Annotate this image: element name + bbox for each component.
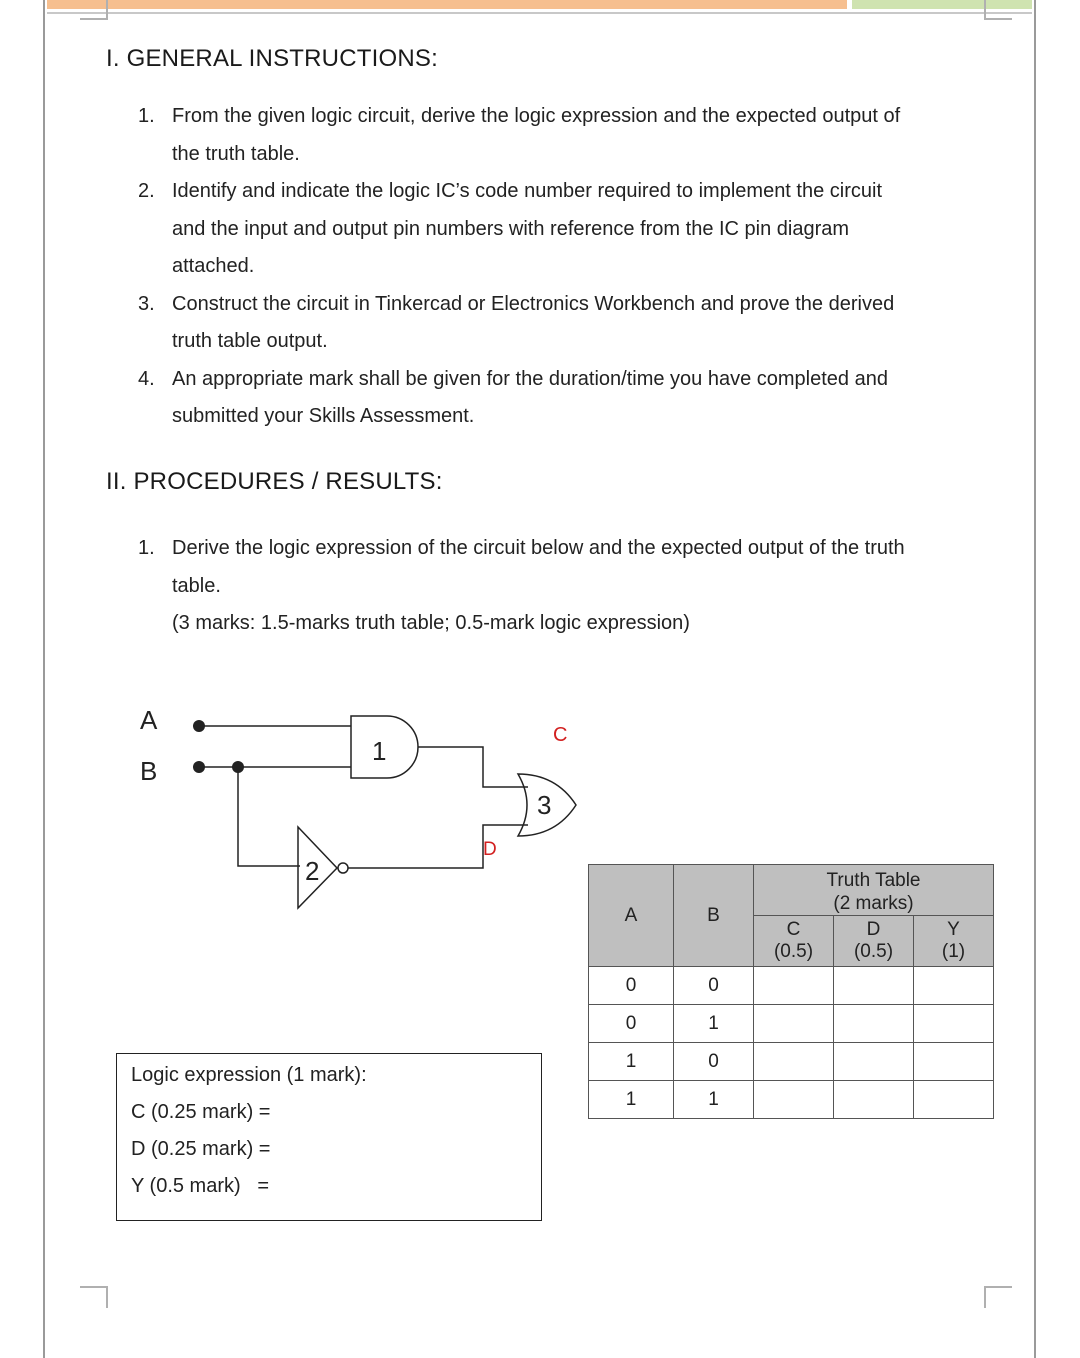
label-gate-2: 2 (305, 856, 320, 886)
cell-c (754, 1005, 834, 1043)
cell-y (914, 1081, 994, 1119)
list-item-line: Derive the logic expression of the circuit below and the expected output of the truth (172, 537, 905, 559)
cell-d (834, 1005, 914, 1043)
expression-c: C (0.25 mark) = (131, 1101, 271, 1123)
cell-c (754, 967, 834, 1005)
page-border-left (43, 0, 45, 1358)
table-row (589, 1043, 994, 1081)
col-header-y (914, 916, 994, 967)
procedures-list (138, 530, 982, 643)
truth-table-title-line: Truth Table (826, 870, 921, 891)
list-item (138, 286, 982, 361)
crop-mark-top-right (984, 0, 1012, 20)
col-header-a: A (589, 865, 674, 967)
terminal-b (193, 761, 205, 773)
list-item-line: submitted your Skills Assessment. (172, 405, 475, 427)
crop-mark-top-left (80, 0, 108, 20)
crop-mark-bottom-left (80, 1286, 108, 1308)
cell-c (754, 1043, 834, 1081)
label-c: C (553, 724, 568, 746)
list-item (138, 530, 982, 643)
cell-y (914, 1005, 994, 1043)
header-band-orange (47, 0, 847, 9)
cell-d (834, 1043, 914, 1081)
col-y-label: Y (947, 919, 960, 940)
general-instructions-list (138, 98, 982, 436)
wire-c (418, 747, 528, 787)
col-y-marks: (1) (941, 941, 966, 962)
label-input-a: A (140, 705, 158, 735)
list-item-number: 4. (138, 367, 155, 390)
page-border-right (1034, 0, 1036, 1358)
logic-expression-title: Logic expression (1 mark): (131, 1064, 367, 1086)
cell-a: 0 (589, 1005, 674, 1043)
list-item-line: Identify and indicate the logic IC’s code number required to implement the circuit (172, 180, 883, 202)
list-item-line: table. (172, 574, 221, 597)
truth-table-marks: (2 marks) (833, 893, 914, 914)
table-row (589, 1005, 994, 1043)
label-input-b: B (140, 756, 158, 786)
expression-y: Y (0.5 mark) = (131, 1175, 270, 1197)
cell-y (914, 967, 994, 1005)
label-gate-3: 3 (537, 790, 552, 820)
col-d-label: D (866, 919, 881, 940)
procedures-results-heading: II. PROCEDURES / RESULTS: (106, 468, 443, 495)
junction-b (232, 761, 244, 773)
expression-d: D (0.25 mark) = (131, 1138, 271, 1160)
label-d: D (483, 839, 497, 860)
list-item-line: An appropriate mark shall be given for the duration/time you have completed and (172, 367, 888, 390)
list-item-line: attached. (172, 255, 255, 277)
marks-note: (3 marks: 1.5-marks truth table; 0.5-mark logic expression) (172, 612, 690, 634)
list-item (138, 173, 982, 286)
cell-d (834, 1081, 914, 1119)
list-item-line: From the given logic circuit, derive the logic expression and the expected output of (172, 105, 901, 127)
cell-b: 0 (674, 967, 754, 1005)
wire-b-branch (238, 767, 300, 866)
cell-d (834, 967, 914, 1005)
cell-b: 1 (674, 1081, 754, 1119)
label-gate-1: 1 (372, 736, 387, 766)
cell-b: 1 (674, 1005, 754, 1043)
col-header-d (834, 916, 914, 967)
list-item-number: 1. (138, 105, 155, 127)
list-item-line: truth table output. (172, 330, 328, 352)
table-row (589, 1081, 994, 1119)
list-item (138, 98, 982, 173)
col-header-c (754, 916, 834, 967)
list-item-line: and the input and output pin numbers with reference from the IC pin diagram (172, 217, 850, 240)
col-header-b: B (674, 865, 754, 967)
table-row (589, 967, 994, 1005)
col-c-label: C (786, 919, 801, 940)
col-c-marks: (0.5) (773, 941, 814, 962)
header-band-rule (47, 12, 1032, 14)
list-item-line: Construct the circuit in Tinkercad or Electronics Workbench and prove the derived (172, 292, 895, 315)
cell-b: 0 (674, 1043, 754, 1081)
cell-c (754, 1081, 834, 1119)
list-item-number: 2. (138, 180, 155, 202)
not-gate-bubble (338, 863, 348, 873)
cell-a: 1 (589, 1043, 674, 1081)
cell-y (914, 1043, 994, 1081)
list-item-line: the truth table. (172, 142, 300, 165)
truth-table (588, 864, 994, 1119)
terminal-a (193, 720, 205, 732)
wire-d (348, 825, 528, 868)
list-item (138, 361, 982, 436)
cell-a: 0 (589, 967, 674, 1005)
logic-expression-box (116, 1053, 542, 1221)
general-instructions-heading: I. GENERAL INSTRUCTIONS: (106, 45, 438, 72)
logic-circuit-diagram (120, 690, 600, 920)
truth-table-title (754, 865, 994, 916)
list-item-number: 3. (138, 292, 155, 315)
list-item-number: 1. (138, 537, 155, 559)
crop-mark-bottom-right (984, 1286, 1012, 1308)
cell-a: 1 (589, 1081, 674, 1119)
col-d-marks: (0.5) (853, 941, 894, 962)
